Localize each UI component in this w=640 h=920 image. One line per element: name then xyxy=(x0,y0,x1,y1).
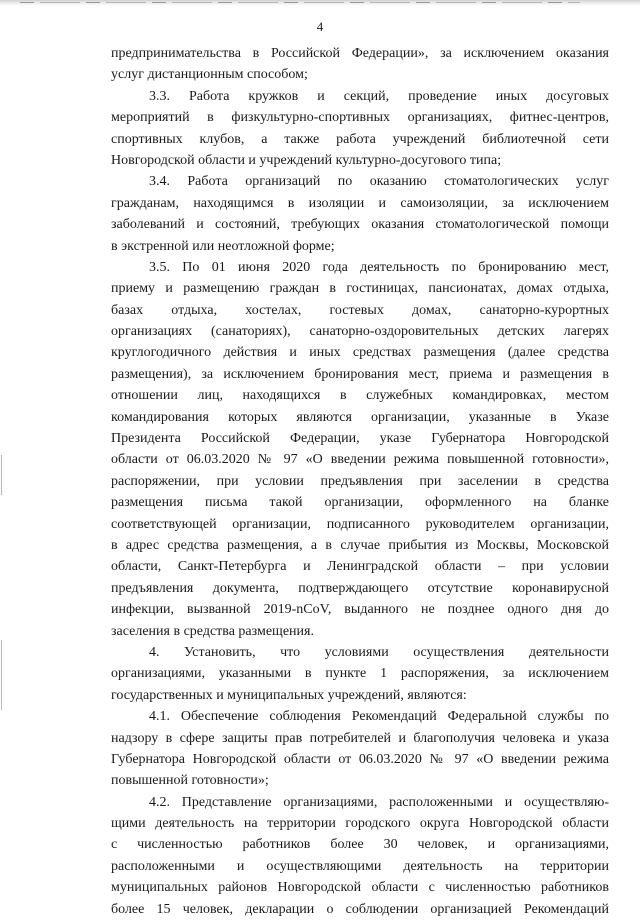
text-line: государственных и муниципальных учреждений, являются: xyxy=(111,687,467,703)
text-line: повышенной готовности»; xyxy=(111,773,269,789)
text-line: области, Санкт-Петербурга и Ленинградской области – при условии xyxy=(111,559,609,575)
text-line: услуг дистанционным способом; xyxy=(111,67,308,83)
text-line: 4.2. Представление организациями, расположенными и осуществляю- xyxy=(149,794,609,810)
text-line: мероприятий в физкультурно-спортивных организациях, фитнес-центров, xyxy=(111,110,609,126)
text-line: командирования которых являются организации, указанные в Указе xyxy=(111,409,609,425)
text-line: базах отдыха, хостелах, гостевых домах, санаторно-курортных xyxy=(111,302,609,318)
text-line: области от 06.03.2020 № 97 «О введении режима повышенной готовности», xyxy=(111,452,609,468)
text-line: спортивных клубов, а также работа учреждений библиотечной сети xyxy=(111,131,609,147)
text-line: более 15 человек, декларации о соблюдении организацией Рекомендаций xyxy=(111,901,609,917)
text-line: 3.4. Работа организаций по оказанию стоматологических услуг xyxy=(149,174,609,190)
text-line: щими деятельность на территории городского округа Новгородской области xyxy=(111,816,609,832)
scan-margin-mark xyxy=(1,640,2,710)
scan-margin-mark xyxy=(1,455,2,495)
document-body xyxy=(111,43,609,920)
text-line: 3.5. По 01 июня 2020 года деятельность по бронированию мест, xyxy=(149,259,609,275)
text-line: 4. Установить, что условиями осуществления деятельности xyxy=(149,644,609,660)
text-line: заселения в средства размещения. xyxy=(111,623,314,639)
text-line: соответствующей организации, подписанного руководителем организации, xyxy=(111,516,609,532)
text-line: Губернатора Новгородской области от 06.03.2020 № 97 «О введении режима xyxy=(111,751,609,767)
text-line: круглогодичного действия и иных средствах размещения (далее средства xyxy=(111,345,609,361)
text-line: предпринимательства в Российской Федерации», за исключением оказания xyxy=(111,46,609,61)
scan-edge xyxy=(0,0,640,6)
text-line: размещения), за исключением бронирования мест, приема и размещения в xyxy=(111,366,609,382)
text-line: приему и размещению граждан в гостиницах, пансионатах, домах отдыха, xyxy=(111,281,609,297)
text-line: в адрес средства размещения, а в случае прибытия из Москвы, Московской xyxy=(111,537,609,553)
text-line: Новгородской области и учреждений культурно-досугового типа; xyxy=(111,152,502,168)
text-line: 4.1. Обеспечение соблюдения Рекомендаций Федеральной службы по xyxy=(149,709,609,725)
text-line: размещения письма такой организации, оформленного на бланке xyxy=(111,495,609,511)
text-line: отношении лиц, находящихся в служебных командировках, местом xyxy=(111,388,609,404)
text-line: организациях (санаториях), санаторно-оздоровительных детских лагерях xyxy=(111,324,609,340)
page-number: 4 xyxy=(316,19,324,34)
text-line: в экстренной или неотложной форме; xyxy=(111,238,335,254)
text-line: расположенными и осуществляющими деятельность на территории xyxy=(111,858,609,874)
text-line: 3.3. Работа кружков и секций, проведение иных досуговых xyxy=(149,88,609,104)
text-line: инфекции, вызванной 2019-nCoV, выданного не позднее одного дня до xyxy=(111,602,609,618)
text-line: муниципальных районов Новгородской области с численностью работников xyxy=(111,880,609,896)
text-line: с численностью работников более 30 человек, и организациями, xyxy=(111,837,609,853)
text-line: надзору в сфере защиты прав потребителей и благополучия человека и указа xyxy=(111,730,609,746)
text-line: предъявления документа, подтверждающего отсутствие коронавирусной xyxy=(111,580,609,596)
text-line: распоряжении, при условии предъявления при заселении в средства xyxy=(111,473,609,489)
text-line: заболеваний и состояний, требующих оказания стоматологической помощи xyxy=(111,217,609,233)
text-line: гражданам, находящимся в изоляции и самоизоляции, за исключением xyxy=(111,195,609,211)
text-line: Президента Российской Федерации, указе Губернатора Новгородской xyxy=(111,431,609,447)
text-line: организациями, указанными в пункте 1 распоряжения, за исключением xyxy=(111,666,609,682)
